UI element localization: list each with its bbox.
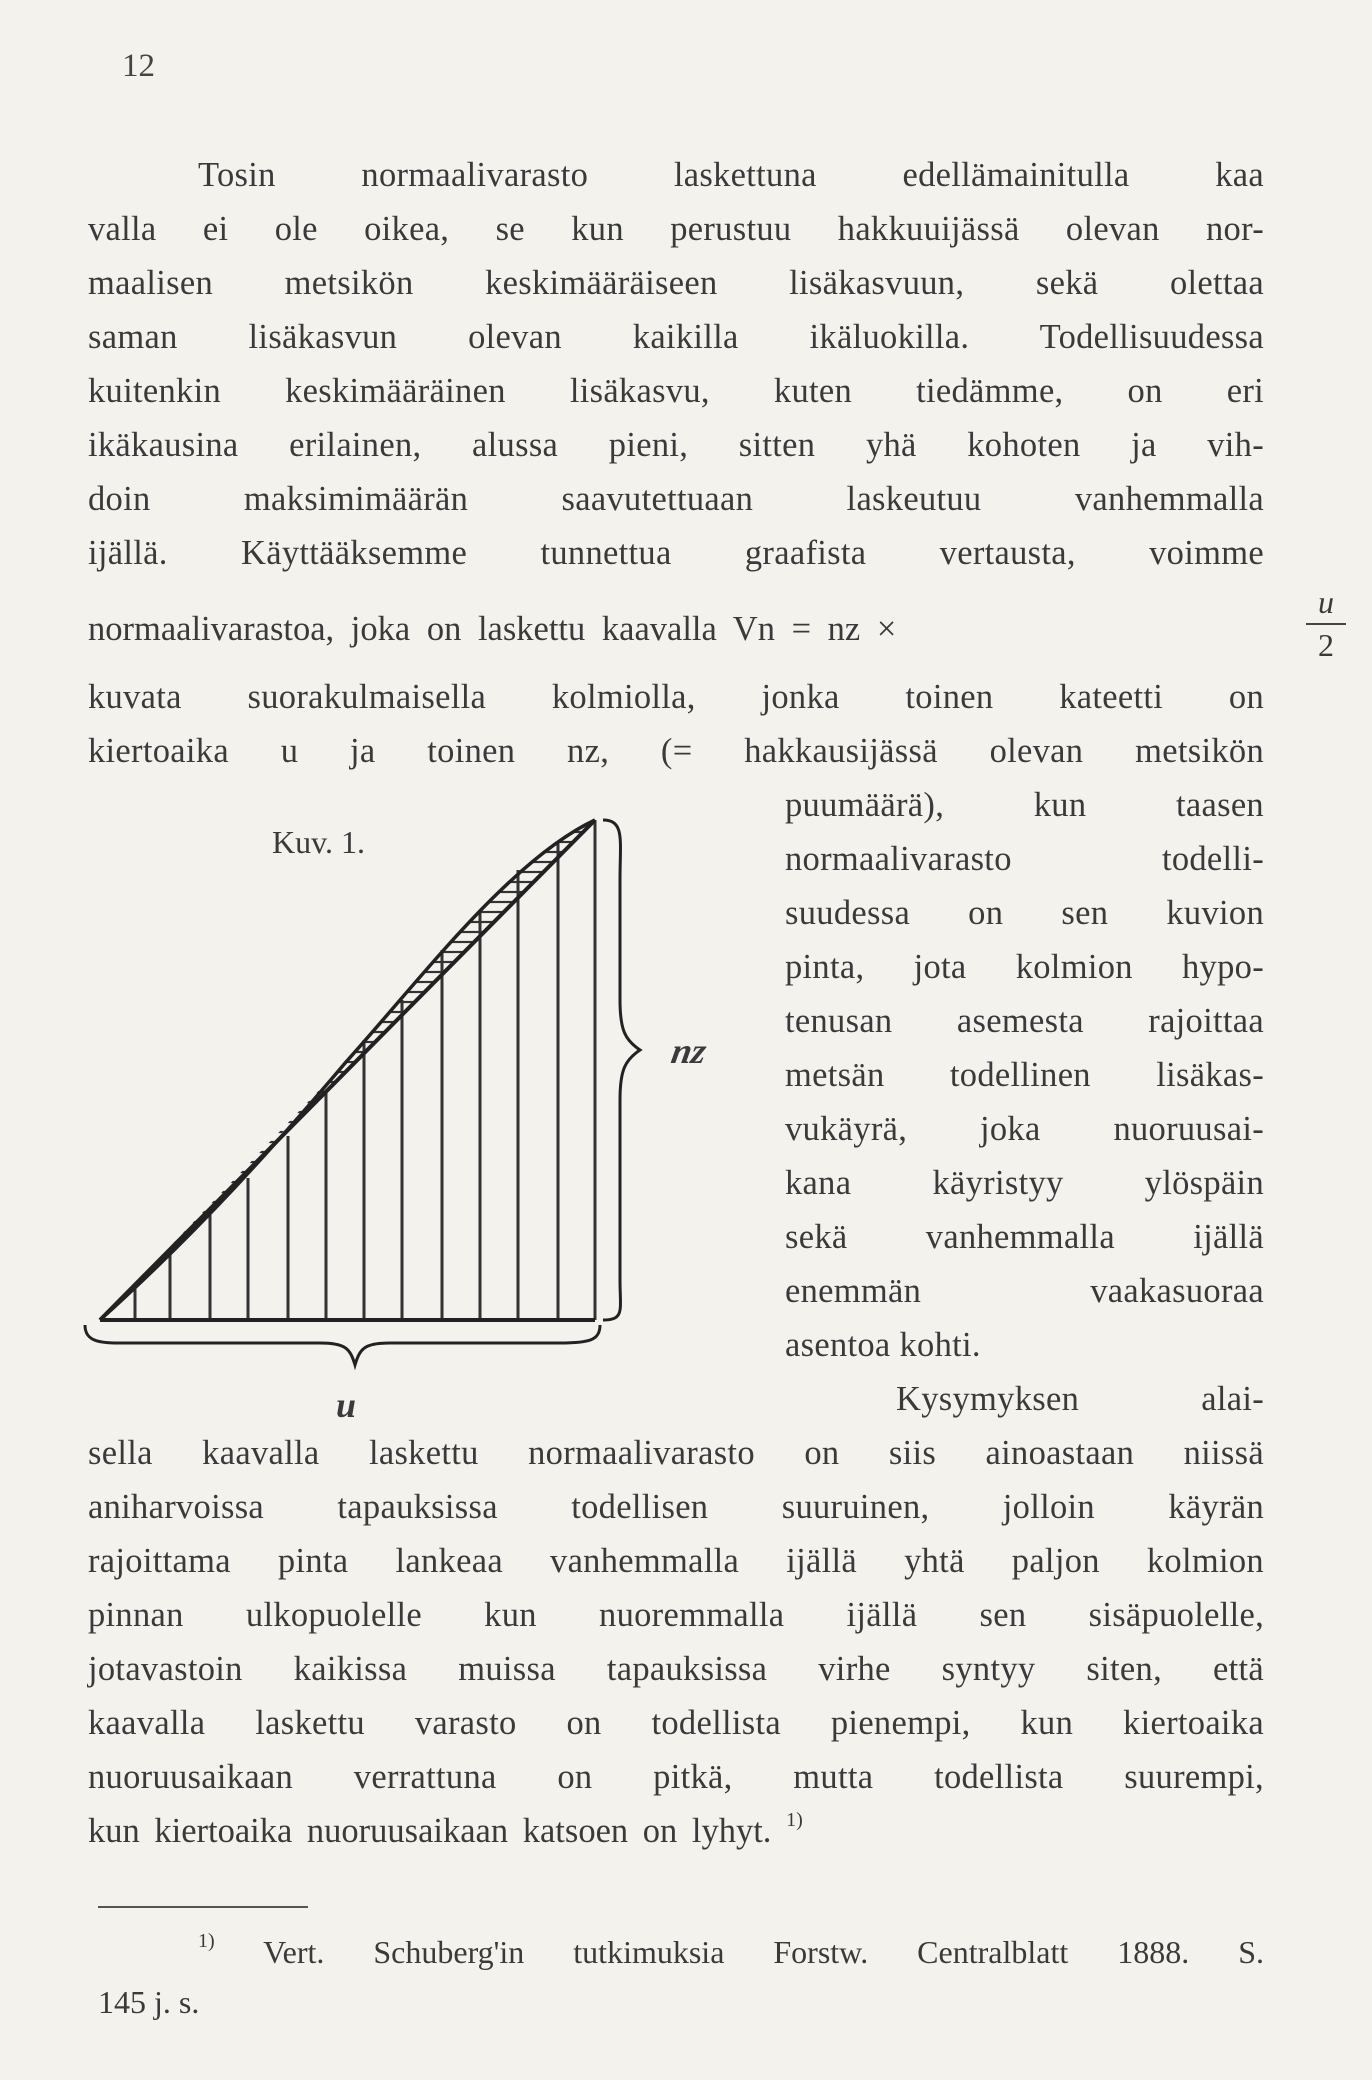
text-line: doin maksimimäärän saavutettuaan laskeutuu vanhemmalla: [88, 480, 1264, 518]
side-line: kana käyristyy ylöspäin: [785, 1164, 1264, 1202]
side-line: sekä vanhemmalla ijällä: [785, 1218, 1264, 1256]
text-line: valla ei ole oikea, se kun perustuu hakkuuijässä olevan nor-: [88, 210, 1264, 248]
text-line: aniharvoissa tapauksissa todellisen suuruinen, jolloin käyrän: [88, 1488, 1264, 1526]
footnote-line-cont: 145 j. s.: [98, 1984, 200, 2020]
footnote-line: [198, 1930, 1265, 1971]
side-line: suudessa on sen kuvion: [785, 894, 1264, 932]
side-line: asentoa kohti.: [785, 1326, 981, 1364]
text-line: nuoruusaikaan verrattuna on pitkä, mutta todellista suurempi,: [88, 1758, 1264, 1796]
text-line: pinnan ulkopuolelle kun nuoremmalla ijällä sen sisäpuolelle,: [88, 1596, 1264, 1634]
figure-label-nz: nz: [668, 1031, 710, 1071]
footnote-ref: 1): [786, 1809, 803, 1831]
text-line: ijällä. Käyttääksemme tunnettua graafista vertausta, voimme: [88, 534, 1264, 572]
text-line: saman lisäkasvun olevan kaikilla ikäluokilla. Todellisuudessa: [88, 318, 1264, 356]
side-line: normaalivarasto todelli-: [785, 840, 1264, 878]
text-line: maalisen metsikön keskimääräiseen lisäkasvuun, sekä olettaa: [88, 264, 1264, 302]
side-line: vukäyrä, joka nuoruusai-: [785, 1110, 1264, 1148]
text-line: kuitenkin keskimääräinen lisäkasvu, kuten tiedämme, on eri: [88, 372, 1264, 410]
side-line: metsän todellinen lisäkas-: [785, 1056, 1264, 1094]
side-line: enemmän vaakasuoraa: [785, 1272, 1264, 1310]
vertical-lines: [135, 820, 595, 1320]
formula-line: [88, 584, 1334, 664]
side-line: Kysymyksen alai-: [896, 1380, 1264, 1418]
text-line-last: [88, 1809, 803, 1850]
fraction-denominator: 2: [1318, 627, 1334, 663]
formula-text: normaalivarastoa, joka on laskettu kaavalla Vn = nz ×: [88, 610, 897, 648]
text-line: Tosin normaalivarasto laskettuna edellämainitulla kaa: [198, 156, 1264, 194]
side-line: puumäärä), kun taasen: [785, 786, 1264, 824]
text-line: kuvata suorakulmaisella kolmiolla, jonka toinen kateetti on: [88, 678, 1264, 716]
text-line: kiertoaika u ja toinen nz, (= hakkausijässä olevan metsikön: [88, 732, 1264, 770]
figure-diagram: [80, 800, 680, 1400]
page-number: 12: [122, 48, 155, 84]
fraction-numerator: u: [1318, 584, 1334, 620]
formula-fraction: [1306, 584, 1346, 664]
fraction-bar: [1306, 623, 1346, 625]
side-line: tenusan asemesta rajoittaa: [785, 1002, 1264, 1040]
figure-caption: Kuv. 1.: [272, 824, 366, 860]
text-line: jotavastoin kaikissa muissa tapauksissa virhe syntyy siten, että: [88, 1650, 1264, 1688]
side-line: pinta, jota kolmion hypo-: [785, 948, 1264, 986]
text-line: sella kaavalla laskettu normaalivarasto on siis ainoastaan niissä: [88, 1434, 1264, 1472]
text-line: ikäkausina erilainen, alussa pieni, sitten yhä kohoten ja vih-: [88, 426, 1264, 464]
footnote-marker: 1): [198, 1930, 215, 1952]
text-line: rajoittama pinta lankeaa vanhemmalla ijällä yhtä paljon kolmion: [88, 1542, 1264, 1580]
figure-label-u: u: [336, 1385, 357, 1425]
footnote-rule: [98, 1906, 308, 1908]
footnote-text: Vert. Schuberg'in tutkimuksia Forstw. Centralblatt 1888. S.: [263, 1934, 1265, 1970]
text-line-content: kun kiertoaika nuoruusaikaan katsoen on lyhyt.: [88, 1812, 772, 1850]
text-line: kaavalla laskettu varasto on todellista pienempi, kun kiertoaika: [88, 1704, 1264, 1742]
